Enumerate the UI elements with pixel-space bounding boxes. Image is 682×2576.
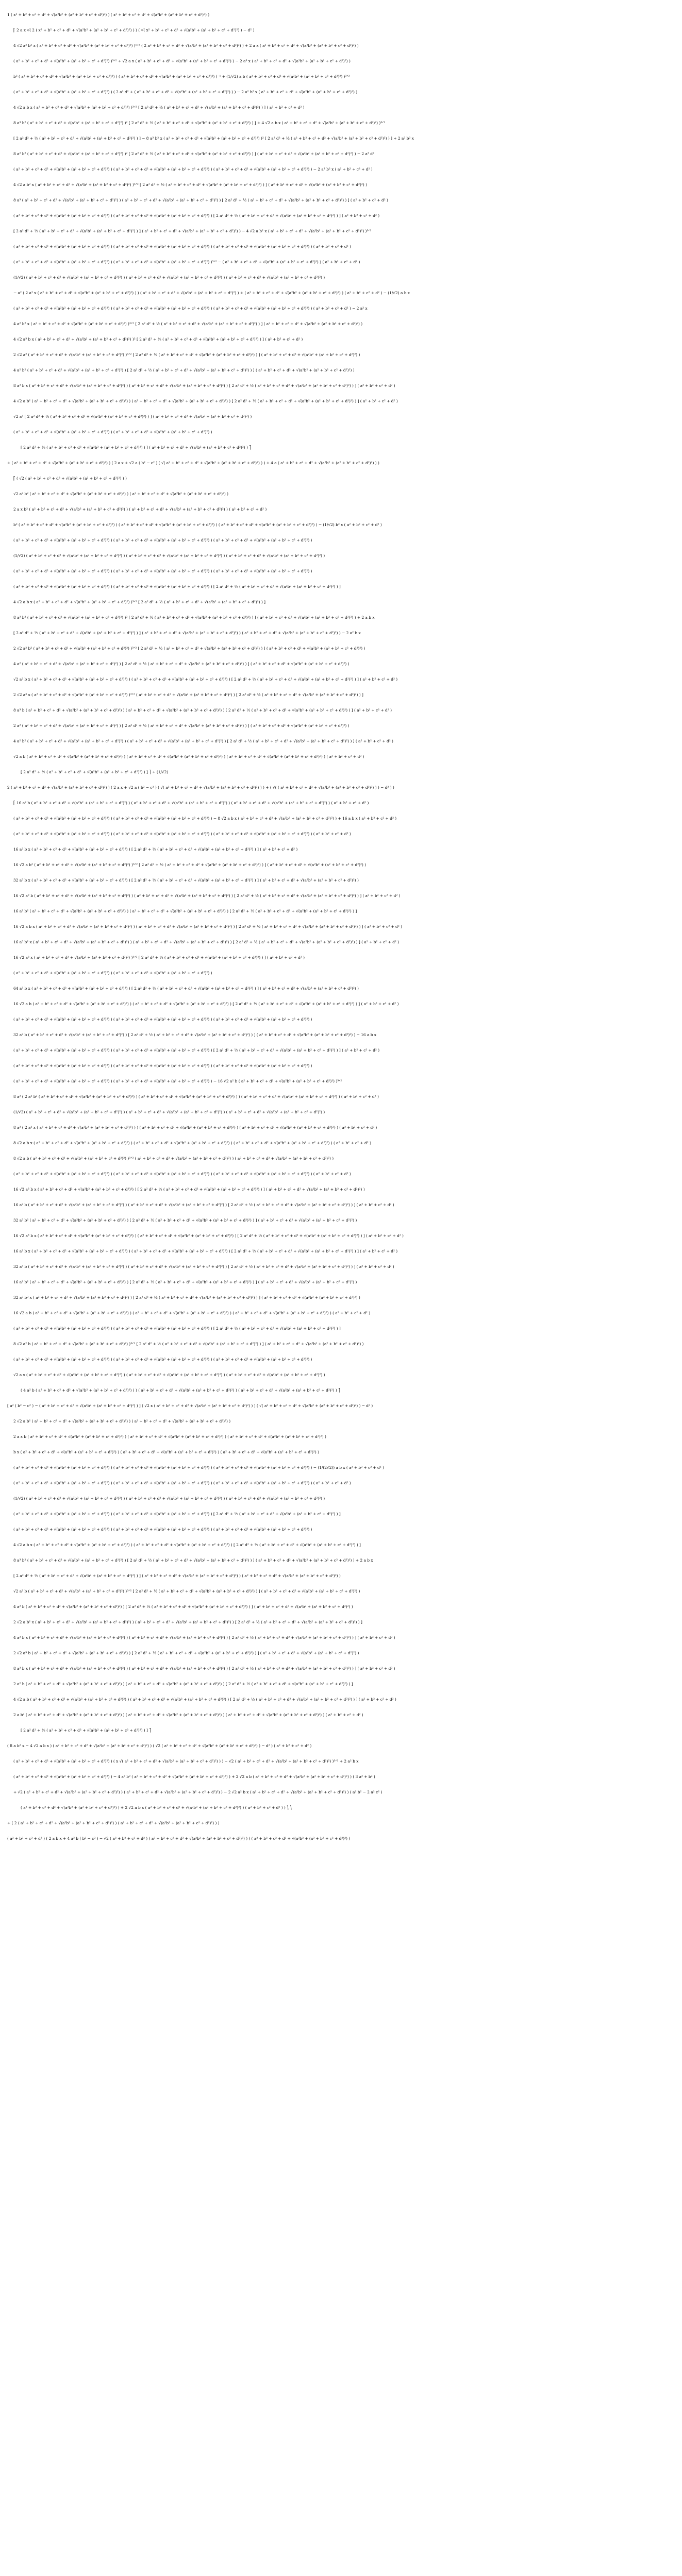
formula-line: 8 a³ b x ( a² + b² + c² + d² + √(a²b² + (a² + b² + c² + d²)²) ) ( a² + b² + c² + d² + √(a²b² + (a² + b² + c² + d²)²) ) [ 2 a² d² + ½ ( a² + b² + c² + d² + √(a²b² + (a² + b² + c² + d²)²) ) ] ( a² + b² + c² + d² ) [13,1666,395,1671]
formula-line: ( a² + b² + c² + d² + √(a²b² + (a² + b² + c² + d²)²) ) ( a² + b² + c² + d² + √(a²b² + (a² + b² + c² + d²)²) ) ( a² + b² + c² + d² + √(a²b² + (a² + b² + c² + d²)²) ) ( a² + b² + c² + d² ) − 2 a² x [13,306,368,311]
formula-line: ( a² + b² + c² + d² + √(a²b² + (a² + b² + c² + d²)²) ) ( a² + b² + c² + d² + √(a²b² + (a² + b² + c² + d²)²) ) [ 2 a² d² + ½ ( a² + b² + c² + d² + √(a²b² + (a² + b² + c² + d²)²) ) ] ( a² + b² + c² + d² ) [13,1048,380,1053]
formula-line: 4 √2 a b² ( a² + b² + c² + d² + √(a²b² + (a² + b² + c² + d²)²) ) ( a² + b² + c² + d² + √(a²b² + (a² + b² + c² + d²)²) ) [ 2 a² d² + ½ ( a² + b² + c² + d² + √(a²b² + (a² + b² + c² + d²)²) ) ] ( a² + b² + c² + d² ) [13,399,398,403]
formula-line: 4 a² b ( a² + b² + c² + d² + √(a²b² + (a² + b² + c² + d²)²) ) [ 2 a² d² + ½ ( a² + b² + c² + d² + √(a²b² + (a² + b² + c² + d²)²) ) ] ( a² + b² + c² + d² + √(a²b² + (a² + b² + c² + d²)²) ) [13,1604,353,1609]
formula-line: ( a² + b² + c² + d² + √(a²b² + (a² + b² + c² + d²)²) ) ( a² + b² + c² + d² + √(a²b² + (a² + b² + c² + d²)²) ) ( a² + b² + c² + d² + √(a²b² + (a² + b² + c² + d²)²) ) ( a² + b² + c² + d² ) [13,832,351,836]
formula-line: 8 √2 a b ( a² + b² + c² + d² + √(a²b² + (a² + b² + c² + d²)²) )³ᐟ² ( a² + b² + c² + d² + √(a²b² + (a² + b² + c² + d²)²) ) ( a² + b² + c² + d² + √(a²b² + (a² + b² + c² + d²)²) ) [13,1156,334,1161]
formula-line: ( a² + b² + c² + d² + √(a²b² + (a² + b² + c² + d²)²) ) ( x √( a² + b² + c² + d² + √(a²b² + (a² + b² + c² + d²)²) ) ) − √2 ( a² + b² + c² + d² + √(a²b² + (a² + b² + c² + d²)²) )³ᐟ² + 2 a² b x [13,1759,359,1764]
formula-line: ⎡ 2 a x √( 2 ( x² + b² + c² + d² + √(a²b² + (a² + b² + c² + d²)²) ) ) ( √( x² + b² + c² + d² + √(a²b² + (a² + b² + c² + d²)²) ) − d² ) [13,28,255,32]
formula-line: ( a² + b² + c² + d² + √(a²b² + (a² + b² + c² + d²)²) ) ( a² + b² + c² + d² + √(a²b² + (a² + b² + c² + d²)²) ) ( a² + b² + c² + d² + √(a²b² + (a² + b² + c² + d²)²) ) [13,1357,312,1362]
formula-line: 32 a³ b x ( a² + b² + c² + d² + √(a²b² + (a² + b² + c² + d²)²) ) [ 2 a² d² + ½ ( a² + b² + c² + d² + √(a²b² + (a² + b² + c² + d²)²) ) ] ( a² + b² + c² + d² + √(a²b² + (a² + b² + c² + d²)²) ) [13,878,359,883]
formula-lines [7,7,672,1846]
formula-line: + ( 2 ( a² + b² + c² + d² + √(a²b² + (a² + b² + c² + d²)²) ) ( a² + b² + c² + d² + √(a²b² + (a² + b² + c² + d²)²) ) ) [7,1821,220,1825]
formula-line: [ 2 a² d² + ½ ( a² + b² + c² + d² + √(a²b² + (a² + b² + c² + d²)²) ) ] ⎤ [21,1728,151,1733]
formula-line: ( a² + b² + c² + d² + √(a²b² + (a² + b² + c² + d²)²) ) ( a² + b² + c² + d² + √(a²b² + (a² + b² + c² + d²)²) ) [ 2 a² d² + ½ ( a² + b² + c² + d² + √(a²b² + (a² + b² + c² + d²)²) ) ] [13,1326,341,1331]
formula-line: ⎡ 16 a² b ( a² + b² + c² + d² + √(a²b² + (a² + b² + c² + d²)²) ) ( a² + b² + c² + d² + √(a²b² + (a² + b² + c² + d²)²) ) ( a² + b² + c² + d² + √(a²b² + (a² + b² + c² + d²)²) ) ( a² + b² + c² + d² ) [13,801,369,805]
formula-line: 16 a³ b² x ( a² + b² + c² + d² + √(a²b² + (a² + b² + c² + d²)²) ) ( a² + b² + c² + d² + √(a²b² + (a² + b² + c² + d²)²) ) [ 2 a² d² + ½ ( a² + b² + c² + d² + √(a²b² + (a² + b² + c² + d²)²) ) ] ( a² + b² + c² + d² ) [13,940,400,944]
formula-line: 2 √2 a b² ( a² + b² + c² + d² + √(a²b² + (a² + b² + c² + d²)²) ) ( a² + b² + c² + d² + √(a²b² + (a² + b² + c² + d²)²) ) [13,1419,231,1423]
formula-line: √2 a³ [ 2 a² d² + ½ ( a² + b² + c² + d² + √(a²b² + (a² + b² + c² + d²)²) ) ] ( a² + b² + c² + d² + √(a²b² + (a² + b² + c² + d²)²) ) [13,414,252,419]
formula-line: 2 √2 a b² x ( a² + b² + c² + d² + √(a²b² + (a² + b² + c² + d²)²) ) ( a² + b² + c² + d² + √(a²b² + (a² + b² + c² + d²)²) ) [ 2 a² d² + ½ ( a² + b² + c² + d² + √(a²b² + (a² + b² + c² + d²)²) ) ] [13,1620,362,1624]
formula-line: √2 a x ( a² + b² + c² + d² + √(a²b² + (a² + b² + c² + d²)²) ) ( a² + b² + c² + d² + √(a²b² + (a² + b² + c² + d²)²) ) ( a² + b² + c² + d² + √(a²b² + (a² + b² + c² + d²)²) ) [13,1372,325,1377]
formula-line: ( a² + b² + c² + d² + √(a²b² + (a² + b² + c² + d²)²) ) ( a² + b² + c² + d² + √(a²b² + (a² + b² + c² + d²)²) ) ( a² + b² + c² + d² + √(a²b² + (a² + b² + c² + d²)²) ) − (1/(2√2)) a b x ( a² + b² + c² + d² ) [13,1465,384,1470]
formula-line: (1/√2) ( a² + b² + c² + d² + √(a²b² + (a² + b² + c² + d²)²) ) ( a² + b² + c² + d² + √(a²b² + (a² + b² + c² + d²)²) ) ( a² + b² + c² + d² + √(a²b² + (a² + b² + c² + d²)²) ) [13,1496,325,1501]
formula-line: ( a² + b² + c² + d² + √(a²b² + (a² + b² + c² + d²)²) ) ( a² + b² + c² + d² + √(a²b² + (a² + b² + c² + d²)²) ) ( a² + b² + c² + d² + √(a²b² + (a² + b² + c² + d²)²) ) [13,1063,312,1068]
formula-line: 2 a² ( a² + b² + c² + d² + √(a²b² + (a² + b² + c² + d²)²) ) [ 2 a² d² + ½ ( a² + b² + c² + d² + √(a²b² + (a² + b² + c² + d²)²) ) ] ( a² + b² + c² + d² + √(a²b² + (a² + b² + c² + d²)²) ) [13,723,350,728]
formula-line: 2 a² b ( a² + b² + c² + d² + √(a²b² + (a² + b² + c² + d²)²) ) ( a² + b² + c² + d² + √(a²b² + (a² + b² + c² + d²)²) ) [ 2 a² d² + ½ ( a² + b² + c² + d² + √(a²b² + (a² + b² + c² + d²)²) ) ] [13,1682,353,1686]
formula-line: ( a² + b² + c² + d² + √(a²b² + (a² + b² + c² + d²)²) )³ᐟ² + √2 a x ( a² + b² + c² + d² + √(a²b² + (a² + b² + c² + d²)²) ) − 2 a³ x ( a² + b² + c² + d² + √(a²b² + (a² + b² + c² + d²)²) ) [13,59,351,63]
formula-line: 32 a² b ( a² + b² + c² + d² + √(a²b² + (a² + b² + c² + d²)²) ) [ 2 a² d² + ½ ( a² + b² + c² + d² + √(a²b² + (a² + b² + c² + d²)²) ) ] ( a² + b² + c² + d² + √(a²b² + (a² + b² + c² + d²)²) ) − 16 a b x [13,1032,376,1037]
formula-line: 8 a³ b² ( a² + b² + c² + d² + √(a²b² + (a² + b² + c² + d²)²) )² [ 2 a² d² + ½ ( a² + b² + c² + d² + √(a²b² + (a² + b² + c² + d²)²) ) ] ( a² + b² + c² + d² + √(a²b² + (a² + b² + c² + d²)²) ) + 2 a b x [13,615,375,620]
formula-line: ( a² + b² + c² + d² + √(a²b² + (a² + b² + c² + d²)²) ) ( a² + b² + c² + d² + √(a²b² + (a² + b² + c² + d²)²) ) [ 2 a² d² + ½ ( a² + b² + c² + d² + √(a²b² + (a² + b² + c² + d²)²) ) ] [13,584,341,589]
formula-line: [ 2 a² d² + ½ ( a² + b² + c² + d² + √(a²b² + (a² + b² + c² + d²)²) ) ] ( a² + b² + c² + d² + √(a²b² + (a² + b² + c² + d²)²) ) ( a² + b² + c² + d² + √(a²b² + (a² + b² + c² + d²)²) ) − 2 a² b x [13,631,361,635]
formula-line: 16 a² b² ( a² + b² + c² + d² + √(a²b² + (a² + b² + c² + d²)²) ) ( a² + b² + c² + d² + √(a²b² + (a² + b² + c² + d²)²) ) [ 2 a² d² + ½ ( a² + b² + c² + d² + √(a²b² + (a² + b² + c² + d²)²) ) ] [13,909,357,913]
formula-line: ( a² + b² + c² + d² + √(a²b² + (a² + b² + c² + d²)²) ) ( 2 a² d² + ( a² + b² + c² + d² + √(a²b² + (a² + b² + c² + d²)²) ) ) − 2 a² b² x ( a² + b² + c² + d² + √(a²b² + (a² + b² + c² + d²)²) ) [13,90,358,94]
formula-line: 16 √2 a b ( a² + b² + c² + d² + √(a²b² + (a² + b² + c² + d²)²) ) ( a² + b² + c² + d² + √(a²b² + (a² + b² + c² + d²)²) ) ( a² + b² + c² + d² + √(a²b² + (a² + b² + c² + d²)²) ) ( a² + b² + c² + d² ) [13,1311,371,1315]
formula-line: 8 a³ ( a² + b² + c² + d² + √(a²b² + (a² + b² + c² + d²)²) ) ( a² + b² + c² + d² + √(a²b² + (a² + b² + c² + d²)²) ) [ 2 a² d² + ½ ( a² + b² + c² + d² + √(a²b² + (a² + b² + c² + d²)²) ) ] ( a² + b² + c² + d² ) [13,198,388,202]
formula-line: ( a² + b² + c² + d² + √(a²b² + (a² + b² + c² + d²)²) ) ( a² + b² + c² + d² + √(a²b² + (a² + b² + c² + d²)²) ) ( a² + b² + c² + d² + √(a²b² + (a² + b² + c² + d²)²) ) − 2 a³ b² x ( a² + b² + c² + d² ) [13,167,373,172]
formula-line: 4 √2 a b² x ( a² + b² + c² + d² + √(a²b² + (a² + b² + c² + d²)²) )³ᐟ² [ 2 a² d² + ½ ( a² + b² + c² + d² + √(a²b² + (a² + b² + c² + d²)²) ) ] ( a² + b² + c² + d² + √(a²b² + (a² + b² + c² + d²)²) ) [13,182,367,187]
formula-line: + ( a² + b² + c² + d² + √(a²b² + (a² + b² + c² + d²)²) ) ( 2 a x + √2 a ( b² − c² ) ( √( a² + b² + c² + d² + √(a²b² + (a² + b² + c² + d²)²) ) ) + 4 a ( a² + b² + c² + d² + √(a²b² + (a² + b² + c² + d²)²) ) ) [7,461,379,465]
formula-line: 8 a³ b² ( a² + b² + c² + d² + √(a²b² + (a² + b² + c² + d²)²) ) [ 2 a² d² + ½ ( a² + b² + c² + d² + √(a²b² + (a² + b² + c² + d²)²) ) ] ( a² + b² + c² + d² + √(a²b² + (a² + b² + c² + d²)²) ) + 2 a b x [13,1558,373,1563]
formula-line: 8 a³ b² ( a² + b² + c² + d² + √(a²b² + (a² + b² + c² + d²)²) )² [ 2 a² d² + ½ ( a² + b² + c² + d² + √(a²b² + (a² + b² + c² + d²)²) ) ] + 4 √2 a b x ( a² + b² + c² + d² + √(a²b² + (a² + b² + c² + d²)²) )³ᐟ² [13,121,386,125]
formula-line: − a² ( 2 a² x ( a² + b² + c² + d² + √(a²b² + (a² + b² + c² + d²)²) ) ) ( a² + b² + c² + d² + √(a²b² + (a² + b² + c² + d²)²) ) + ( a² + b² + c² + d² + √(a²b² + (a² + b² + c² + d²)²) ) ( a² + b² + c² + d² ) − (1/√2) a b x [13,291,410,295]
formula-line: ( a² + b² + c² + d² + √(a²b² + (a² + b² + c² + d²)²) ) ( a² + b² + c² + d² + √(a²b² + (a² + b² + c² + d²)²) ) [ 2 a² d² + ½ ( a² + b² + c² + d² + √(a²b² + (a² + b² + c² + d²)²) ) ] [13,1512,341,1516]
formula-line: b² ( a² + b² + c² + d² + √(a²b² + (a² + b² + c² + d²)²) ) ( a² + b² + c² + d² + √(a²b² + (a² + b² + c² + d²)²) )⁻¹ + (1/√2) a b ( a² + b² + c² + d² + √(a²b² + (a² + b² + c² + d²)²) )³ᐟ² [13,74,350,79]
formula-line: √2 a b ( a² + b² + c² + d² + √(a²b² + (a² + b² + c² + d²)²) ) ( a² + b² + c² + d² + √(a²b² + (a² + b² + c² + d²)²) ) ( a² + b² + c² + d² + √(a²b² + (a² + b² + c² + d²)²) ) ( a² + b² + c² + d² ) [13,754,364,759]
formula-line: ( a² + b² + c² + d² + √(a²b² + (a² + b² + c² + d²)²) ) ( a² + b² + c² + d² + √(a²b² + (a² + b² + c² + d²)²) ) ( a² + b² + c² + d² + √(a²b² + (a² + b² + c² + d²)²) ) [13,538,312,543]
formula-line: 4 √2 a b x ( a² + b² + c² + d² + √(a²b² + (a² + b² + c² + d²)²) ) ( a² + b² + c² + d² + √(a²b² + (a² + b² + c² + d²)²) ) [ 2 a² d² + ½ ( a² + b² + c² + d² + √(a²b² + (a² + b² + c² + d²)²) ) ] [13,1543,361,1547]
formula-line: b x ( a² + b² + c² + d² + √(a²b² + (a² + b² + c² + d²)²) ) ( a² + b² + c² + d² + √(a²b² + (a² + b² + c² + d²)²) ) ( a² + b² + c² + d² + √(a²b² + (a² + b² + c² + d²)²) ) [13,1450,320,1454]
formula-line: [ 2 a² d² + ½ ( a² + b² + c² + d² + √(a²b² + (a² + b² + c² + d²)²) ) ] − 8 a³ b² x ( a² + b² + c² + d² + √(a²b² + (a² + b² + c² + d²)²) )² [ 2 a² d² + ½ ( a² + b² + c² + d² + √(a²b² + (a² + b² + c² + d²)²) ) ] + 2 a² b² x [13,136,414,141]
formula-line: [ a² ( b² − c² ) − ( a² + b² + c² + d² + √(a²b² + (a² + b² + c² + d²)²) ) ] ( √2 x ( a² + b² + c² + d² + √(a²b² + (a² + b² + c² + d²)²) ) ) ( √( a² + b² + c² + d² + √(a²b² + (a² + b² + c² + d²)²) ) − d² ) [7,1403,373,1408]
formula-line: 2 √2 a² b² ( a² + b² + c² + d² + √(a²b² + (a² + b² + c² + d²)²) )³ᐟ² [ 2 a² d² + ½ ( a² + b² + c² + d² + √(a²b² + (a² + b² + c² + d²)²) ) ] ( a² + b² + c² + d² + √(a²b² + (a² + b² + c² + d²)²) ) [13,646,365,651]
formula-line: 2 √2 a² ( a² + b² + c² + d² + √(a²b² + (a² + b² + c² + d²)²) )³ᐟ² [ 2 a² d² + ½ ( a² + b² + c² + d² + √(a²b² + (a² + b² + c² + d²)²) ) ] ( a² + b² + c² + d² + √(a²b² + (a² + b² + c² + d²)²) ) [13,352,360,357]
formula-line: [ 2 a² d² + ½ ( a² + b² + c² + d² + √(a²b² + (a² + b² + c² + d²)²) ) ] ( a² + b² + c² + d² + √(a²b² + (a² + b² + c² + d²)²) ) ( a² + b² + c² + d² + √(a²b² + (a² + b² + c² + d²)²) ) [13,1573,341,1578]
formula-line: ( a² + b² + c² + d² + √(a²b² + (a² + b² + c² + d²)²) ) + 2 √2 a b x ( a² + b² + c² + d² + √(a²b² + (a² + b² + c² + d²)²) ) ( a² + b² + c² + d² ) ) ⎞ ⎞ [21,1805,292,1810]
formula-line: 16 √2 a² b ( a² + b² + c² + d² + √(a²b² + (a² + b² + c² + d²)²) ) ( a² + b² + c² + d² + √(a²b² + (a² + b² + c² + d²)²) ) [ 2 a² d² + ½ ( a² + b² + c² + d² + √(a²b² + (a² + b² + c² + d²)²) ) ] ( a² + b² + c² + d² ) [13,893,401,898]
formula-line: (1/√2) ( a² + b² + c² + d² + √(a²b² + (a² + b² + c² + d²)²) ) ( a² + b² + c² + d² + √(a²b² + (a² + b² + c² + d²)²) ) ( a² + b² + c² + d² + √(a²b² + (a² + b² + c² + d²)²) ) [13,553,325,558]
formula-line: 4 a² b² ( a² + b² + c² + d² + √(a²b² + (a² + b² + c² + d²)²) ) ( a² + b² + c² + d² + √(a²b² + (a² + b² + c² + d²)²) ) [ 2 a² d² + ½ ( a² + b² + c² + d² + √(a²b² + (a² + b² + c² + d²)²) ) ] ( a² + b² + c² + d² ) [13,739,393,743]
formula-line: ( a² + b² + c² + d² + √(a²b² + (a² + b² + c² + d²)²) ) ( a² + b² + c² + d² + √(a²b² + (a² + b² + c² + d²)²) ) [13,971,212,975]
formula-line: 4 a² ( a² + b² + c² + d² + √(a²b² + (a² + b² + c² + d²)²) ) [ 2 a² d² + ½ ( a² + b² + c² + d² + √(a²b² + (a² + b² + c² + d²)²) ) ] ( a² + b² + c² + d² + √(a²b² + (a² + b² + c² + d²)²) ) [13,662,350,666]
formula-line: 16 a² b² ( a² + b² + c² + d² + √(a²b² + (a² + b² + c² + d²)²) ) [ 2 a² d² + ½ ( a² + b² + c² + d² + √(a²b² + (a² + b² + c² + d²)²) ) ] ( a² + b² + c² + d² + √(a²b² + (a² + b² + c² + d²)²) ) [13,1280,357,1284]
formula-line: 16 √2 a b ( a² + b² + c² + d² + √(a²b² + (a² + b² + c² + d²)²) ) ( a² + b² + c² + d² + √(a²b² + (a² + b² + c² + d²)²) ) [ 2 a² d² + ½ ( a² + b² + c² + d² + √(a²b² + (a² + b² + c² + d²)²) ) ] ( a² + b² + c² + d² ) [13,1002,399,1006]
formula-line: 16 √2 a² b x ( a² + b² + c² + d² + √(a²b² + (a² + b² + c² + d²)²) ) [ 2 a² d² + ½ ( a² + b² + c² + d² + √(a²b² + (a² + b² + c² + d²)²) ) ] ( a² + b² + c² + d² + √(a²b² + (a² + b² + c² + d²)²) ) [13,1187,365,1192]
formula-line: ( a² + b² + c² + d² ) ( 2 a b x + 4 a³ b ( b² − c² ) − √2 ( a² + b² + c² + d² ) ( a² + b² + c² + d² + √(a²b² + (a² + b² + c² + d²)²) ) ) ( a² + b² + c² + d² + √(a²b² + (a² + b² + c² + d²)²) ) [7,1836,351,1841]
formula-line: 8 √2 a b x ( a² + b² + c² + d² + √(a²b² + (a² + b² + c² + d²)²) ) ( a² + b² + c² + d² + √(a²b² + (a² + b² + c² + d²)²) ) ( a² + b² + c² + d² + √(a²b² + (a² + b² + c² + d²)²) ) ( a² + b² + c² + d² ) [13,1141,371,1145]
formula-line: 2 a x b ( a² + b² + c² + d² + √(a²b² + (a² + b² + c² + d²)²) ) ( a² + b² + c² + d² + √(a²b² + (a² + b² + c² + d²)²) ) ( a² + b² + c² + d² + √(a²b² + (a² + b² + c² + d²)²) ) [13,1434,326,1439]
formula-line: 4 √2 a³ b x ( a² + b² + c² + d² + √(a²b² + (a² + b² + c² + d²)²) )² [ 2 a² d² + ½ ( a² + b² + c² + d² + √(a²b² + (a² + b² + c² + d²)²) ) ] ( a² + b² + c² + d² ) [13,337,303,342]
formula-line: ( 4 a² b ( a² + b² + c² + d² + √(a²b² + (a² + b² + c² + d²)²) ) ) ( a² + b² + c² + d² + √(a²b² + (a² + b² + c² + d²)²) ) ( a² + b² + c² + d² + √(a²b² + (a² + b² + c² + d²)²) ) ⎤ [21,1388,340,1393]
formula-line: (1/√2) ( a² + b² + c² + d² + √(a²b² + (a² + b² + c² + d²)²) ) ( a² + b² + c² + d² + √(a²b² + (a² + b² + c² + d²)²) ) ( a² + b² + c² + d² + √(a²b² + (a² + b² + c² + d²)²) ) [13,275,325,280]
formula-line: ( a² + b² + c² + d² + √(a²b² + (a² + b² + c² + d²)²) ) ( a² + b² + c² + d² + √(a²b² + (a² + b² + c² + d²)²) ) − 16 √2 a² b ( a² + b² + c² + d² + √(a²b² + (a² + b² + c² + d²)²) )³ᐟ² [13,1079,342,1083]
formula-line: ⎡ ( √2 ( a² + b² + c² + d² + √(a²b² + (a² + b² + c² + d²)²) ) ) [13,476,127,481]
formula-line: ( a² + b² + c² + d² + √(a²b² + (a² + b² + c² + d²)²) ) ( a² + b² + c² + d² + √(a²b² + (a² + b² + c² + d²)²) ) ( a² + b² + c² + d² + √(a²b² + (a² + b² + c² + d²)²) ) [13,1527,312,1532]
formula-line: 16 √2 a² x ( a² + b² + c² + d² + √(a²b² + (a² + b² + c² + d²)²) )³ᐟ² [ 2 a² d² + ½ ( a² + b² + c² + d² + √(a²b² + (a² + b² + c² + d²)²) ) ] ( a² + b² + c² + d² ) [13,955,305,960]
formula-line: 16 √2 a³ b x ( a² + b² + c² + d² + √(a²b² + (a² + b² + c² + d²)²) ) ( a² + b² + c² + d² + √(a²b² + (a² + b² + c² + d²)²) ) [ 2 a² d² + ½ ( a² + b² + c² + d² + √(a²b² + (a² + b² + c² + d²)²) ) ] ( a² + b² + c² + d² ) [13,1233,404,1238]
formula-line: 1 ( x² + b² + c² + d² + √(a²b² + (a² + b² + c² + d²)²) ) ( x² + b² + c² + d² + √(a²b² + (a² + b² + c² + d²)²) ) [7,12,210,17]
formula-line: 16 √2 a b x ( a² + b² + c² + d² + √(a²b² + (a² + b² + c² + d²)²) ) ( a² + b² + c² + d² + √(a²b² + (a² + b² + c² + d²)²) ) [ 2 a² d² + ½ ( a² + b² + c² + d² + √(a²b² + (a² + b² + c² + d²)²) ) ] ( a² + b² + c² + d² ) [13,924,402,929]
formula-line: ( a² + b² + c² + d² + √(a²b² + (a² + b² + c² + d²)²) ) − 4 a² b² ( a² + b² + c² + d² + √(a²b² + (a² + b² + c² + d²)²) ) + 2 √2 a b ( a² + b² + c² + d² + √(a²b² + (a² + b² + c² + d²)²) ) ( 3 a² + b² ) [13,1774,375,1779]
formula-line: ( a² + b² + c² + d² + √(a²b² + (a² + b² + c² + d²)²) ) ( a² + b² + c² + d² + √(a²b² + (a² + b² + c² + d²)²) ) [ 2 a² d² + ½ ( a² + b² + c² + d² + √(a²b² + (a² + b² + c² + d²)²) ) ] ( a² + b² + c² + d² ) [13,213,380,218]
formula-line: ( a² + b² + c² + d² + √(a²b² + (a² + b² + c² + d²)²) ) ( a² + b² + c² + d² + √(a²b² + (a² + b² + c² + d²)²) )³ᐟ² − ( a² + b² + c² + d² + √(a²b² + (a² + b² + c² + d²)²) ) ( a² + b² + c² + d² ) [13,260,360,264]
formula-line: 32 a² b² x ( a² + b² + c² + d² + √(a²b² + (a² + b² + c² + d²)²) ) [ 2 a² d² + ½ ( a² + b² + c² + d² + √(a²b² + (a² + b² + c² + d²)²) ) ] ( a² + b² + c² + d² + √(a²b² + (a² + b² + c² + d²)²) ) [13,1295,360,1300]
formula-line: 16 √2 a b² ( a² + b² + c² + d² + √(a²b² + (a² + b² + c² + d²)²) )³ᐟ² [ 2 a² d² + ½ ( a² + b² + c² + d² + √(a²b² + (a² + b² + c² + d²)²) ) ] ( a² + b² + c² + d² + √(a²b² + (a² + b² + c² + d²)²) ) [13,862,367,867]
formula-line: 4 a² b² ( a² + b² + c² + d² + √(a²b² + (a² + b² + c² + d²)²) ) [ 2 a² d² + ½ ( a² + b² + c² + d² + √(a²b² + (a² + b² + c² + d²)²) ) ] ( a² + b² + c² + d² + √(a²b² + (a² + b² + c² + d²)²) ) [13,368,355,372]
formula-line: 2 √2 a³ x ( a² + b² + c² + d² + √(a²b² + (a² + b² + c² + d²)²) )³ᐟ² ( a² + b² + c² + d² + √(a²b² + (a² + b² + c² + d²)²) ) [ 2 a² d² + ½ ( a² + b² + c² + d² + √(a²b² + (a² + b² + c² + d²)²) ) ] [13,692,363,697]
formula-line: ( a² + b² + c² + d² + √(a²b² + (a² + b² + c² + d²)²) ) ( a² + b² + c² + d² + √(a²b² + (a² + b² + c² + d²)²) ) ( a² + b² + c² + d² + √(a²b² + (a² + b² + c² + d²)²) ) ( a² + b² + c² + d² ) [13,1481,351,1485]
formula-line: [ 2 a² d² + ½ ( a² + b² + c² + d² + √(a²b² + (a² + b² + c² + d²)²) ) ] ( a² + b² + c² + d² + √(a²b² + (a² + b² + c² + d²)²) ) − 4 √2 a b² x ( a² + b² + c² + d² + √(a²b² + (a² + b² + c² + d²)²) )³ᐟ² [13,229,372,233]
formula-line: 16 a² b ( a² + b² + c² + d² + √(a²b² + (a² + b² + c² + d²)²) ) ( a² + b² + c² + d² + √(a²b² + (a² + b² + c² + d²)²) ) [ 2 a² d² + ½ ( a² + b² + c² + d² + √(a²b² + (a² + b² + c² + d²)²) ) ] ( a² + b² + c² + d² ) [13,1202,394,1207]
formula-line: 2 √2 a³ b ( a² + b² + c² + d² + √(a²b² + (a² + b² + c² + d²)²) ) [ 2 a² d² + ½ ( a² + b² + c² + d² + √(a²b² + (a² + b² + c² + d²)²) ) ] ( a² + b² + c² + d² + √(a²b² + (a² + b² + c² + d²)²) ) [13,1651,359,1655]
formula-line: 2 a b² ( a² + b² + c² + d² + √(a²b² + (a² + b² + c² + d²)²) ) ( a² + b² + c² + d² + √(a²b² + (a² + b² + c² + d²)²) ) ( a² + b² + c² + d² + √(a²b² + (a² + b² + c² + d²)²) ) ( a² + b² + c² + d² ) [13,1713,363,1717]
formula-line: √2 a² b x ( a² + b² + c² + d² + √(a²b² + (a² + b² + c² + d²)²) ) ( a² + b² + c² + d² + √(a²b² + (a² + b² + c² + d²)²) ) [ 2 a² d² + ½ ( a² + b² + c² + d² + √(a²b² + (a² + b² + c² + d²)²) ) ] ( a² + b² + c² + d² ) [13,677,398,682]
formula-line: 8 a² ( 2 a² b² ( a² + b² + c² + d² + √(a²b² + (a² + b² + c² + d²)²) ) ( a² + b² + c² + d² + √(a²b² + (a² + b² + c² + d²)²) ) ) ( a² + b² + c² + d² + √(a²b² + (a² + b² + c² + d²)²) ) ( a² + b² + c² + d² ) [13,1094,379,1099]
formula-line: ( a² + b² + c² + d² + √(a²b² + (a² + b² + c² + d²)²) ) ( a² + b² + c² + d² + √(a²b² + (a² + b² + c² + d²)²) ) ( a² + b² + c² + d² + √(a²b² + (a² + b² + c² + d²)²) ) ( a² + b² + c² + d² ) [13,244,351,249]
formula-line: 8 √2 a² b ( a² + b² + c² + d² + √(a²b² + (a² + b² + c² + d²)²) )³ᐟ² [ 2 a² d² + ½ ( a² + b² + c² + d² + √(a²b² + (a² + b² + c² + d²)²) ) ] ( a² + b² + c² + d² + √(a²b² + (a² + b² + c² + d²)²) ) [13,1342,364,1346]
formula-line: ( a² + b² + c² + d² + √(a²b² + (a² + b² + c² + d²)²) ) ( a² + b² + c² + d² + √(a²b² + (a² + b² + c² + d²)²) ) ( a² + b² + c² + d² + √(a²b² + (a² + b² + c² + d²)²) ) [13,569,312,573]
formula-line: ( a² + b² + c² + d² + √(a²b² + (a² + b² + c² + d²)²) ) ( a² + b² + c² + d² + √(a²b² + (a² + b² + c² + d²)²) ) ( a² + b² + c² + d² + √(a²b² + (a² + b² + c² + d²)²) ) [13,1017,312,1022]
formula-line: [ 2 a² d² + ½ ( a² + b² + c² + d² + √(a²b² + (a² + b² + c² + d²)²) ) ] ⎤ + (1/√2) [21,770,169,774]
formula-line: 4 √2 a b x ( a² + b² + c² + d² + √(a²b² + (a² + b² + c² + d²)²) )³ᐟ² [ 2 a² d² + ½ ( a² + b² + c² + d² + √(a²b² + (a² + b² + c² + d²)²) ) ] [13,600,266,604]
formula-line: 64 a³ b x ( a² + b² + c² + d² + √(a²b² + (a² + b² + c² + d²)²) ) [ 2 a² d² + ½ ( a² + b² + c² + d² + √(a²b² + (a² + b² + c² + d²)²) ) ] ( a² + b² + c² + d² + √(a²b² + (a² + b² + c² + d²)²) ) [13,986,359,991]
formula-line: 4 a² b x ( a² + b² + c² + d² + √(a²b² + (a² + b² + c² + d²)²) ) ( a² + b² + c² + d² + √(a²b² + (a² + b² + c² + d²)²) ) [ 2 a² d² + ½ ( a² + b² + c² + d² + √(a²b² + (a² + b² + c² + d²)²) ) ] ( a² + b² + c² + d² ) [13,1635,395,1640]
formula-line: ( a² + b² + c² + d² + √(a²b² + (a² + b² + c² + d²)²) ) ( a² + b² + c² + d² + √(a²b² + (a² + b² + c² + d²)²) ) ( a² + b² + c² + d² + √(a²b² + (a² + b² + c² + d²)²) ) ( a² + b² + c² + d² ) [13,1172,351,1176]
formula-line: ( 8 a b² x − 4 √2 a b x ) ( a² + b² + c² + d² + √(a²b² + (a² + b² + c² + d²)²) ) ( √2 ( a² + b² + c² + d² + √(a²b² + (a² + b² + c² + d²)²) ) − d² ) ( a² + b² + c² + d² ) [7,1743,312,1748]
formula-line: (1/√2) ( a² + b² + c² + d² + √(a²b² + (a² + b² + c² + d²)²) ) ( a² + b² + c² + d² + √(a²b² + (a² + b² + c² + d²)²) ) ( a² + b² + c² + d² + √(a²b² + (a² + b² + c² + d²)²) ) [13,1110,325,1114]
formula-line: 4 a² b² x ( a² + b² + c² + d² + √(a²b² + (a² + b² + c² + d²)²) )³ᐟ² [ 2 a² d² + ½ ( a² + b² + c² + d² + √(a²b² + (a² + b² + c² + d²)²) ) ] ( a² + b² + c² + d² + √(a²b² + (a² + b² + c² + d²)²) ) [13,321,363,326]
formula-line: ( a² + b² + c² + d² + √(a²b² + (a² + b² + c² + d²)²) ) ( a² + b² + c² + d² + √(a²b² + (a² + b² + c² + d²)²) ) [13,430,212,434]
formula-line: [ 2 a² d² + ½ ( a² + b² + c² + d² + √(a²b² + (a² + b² + c² + d²)²) ) ] ( a² + b² + c² + d² + √(a²b² + (a² + b² + c² + d²)²) ) ⎤ [21,445,251,450]
formula-line: 2 ( a² + b² + c² + d² + √(a²b² + (a² + b² + c² + d²)²) ) ( 2 a x + √2 a ( b² − c² ) ( √( a² + b² + c² + d² + √(a²b² + (a² + b² + c² + d²)²) ) ) + ( √( ( a² + b² + c² + d² + √(a²b² + (a² + b² + c² + d²)²) ) ) − d² ) ) [7,785,394,790]
formula-line: 16 a² b x ( a² + b² + c² + d² + √(a²b² + (a² + b² + c² + d²)²) ) ( a² + b² + c² + d² + √(a²b² + (a² + b² + c² + d²)²) ) [ 2 a² d² + ½ ( a² + b² + c² + d² + √(a²b² + (a² + b² + c² + d²)²) ) ] ( a² + b² + c² + d² ) [13,1249,398,1253]
formula-line: 16 a² b x ( a² + b² + c² + d² + √(a²b² + (a² + b² + c² + d²)²) ) [ 2 a² d² + ½ ( a² + b² + c² + d² + √(a²b² + (a² + b² + c² + d²)²) ) ] ( a² + b² + c² + d² ) [13,847,298,852]
formula-line: ( a² + b² + c² + d² + √(a²b² + (a² + b² + c² + d²)²) ) ( a² + b² + c² + d² + √(a²b² + (a² + b² + c² + d²)²) ) − 8 √2 a b x ( a² + b² + c² + d² + √(a²b² + (a² + b² + c² + d²)²) ) + 16 a b x ( a² + b² + c² + d² ) [13,816,397,821]
formula-line: 4 √2 a b ( a² + b² + c² + d² + √(a²b² + (a² + b² + c² + d²)²) ) ( a² + b² + c² + d² + √(a²b² + (a² + b² + c² + d²)²) ) [ 2 a² d² + ½ ( a² + b² + c² + d² + √(a²b² + (a² + b² + c² + d²)²) ) ] ( a² + b² + c² + d² ) [13,1697,396,1702]
formula-line: 2 a x b² ( a² + b² + c² + d² + √(a²b² + (a² + b² + c² + d²)²) ) ( a² + b² + c² + d² + √(a²b² + (a² + b² + c² + d²)²) ) ( a² + b² + c² + d² ) [13,507,267,512]
formula-line: 8 a² b² ( a² + b² + c² + d² + √(a²b² + (a² + b² + c² + d²)²) )² [ 2 a² d² + ½ ( a² + b² + c² + d² + √(a²b² + (a² + b² + c² + d²)²) ) ] ( a² + b² + c² + d² + √(a²b² + (a² + b² + c² + d²)²) ) − 2 a³ d² [13,151,374,156]
formula-line: 4 √2 a b x ( a² + b² + c² + d² + √(a²b² + (a² + b² + c² + d²)²) )³ᐟ² [ 2 a² d² + ½ ( a² + b² + c² + d² + √(a²b² + (a² + b² + c² + d²)²) ) ] ( a² + b² + c² + d² ) [13,105,305,110]
formula-line: 4 √2 a³ b² x ( a² + b² + c² + d² + √(a²b² + (a² + b² + c² + d²)²) )⁵ᐟ² ( 2 a² + b² + c² + d² + √(a²b² + (a² + b² + c² + d²)²) ) + 2 a x ( a² + b² + c² + d² + √(a²b² + (a² + b² + c² + d²)²) ) [13,43,359,48]
formula-line: 32 a³ b² ( a² + b² + c² + d² + √(a²b² + (a² + b² + c² + d²)²) ) [ 2 a² d² + ½ ( a² + b² + c² + d² + √(a²b² + (a² + b² + c² + d²)²) ) ] ( a² + b² + c² + d² + √(a²b² + (a² + b² + c² + d²)²) ) [13,1218,357,1223]
formula-line: + √2 ( a² + b² + c² + d² + √(a²b² + (a² + b² + c² + d²)²) ) ( a² + b² + c² + d² + √(a²b² + (a² + b² + c² + d²)²) ) − 2 √2 a² b x ( a² + b² + c² + d² + √(a²b² + (a² + b² + c² + d²)²) ) ( a² b² − 2 a² c² ) [13,1790,382,1794]
formula-line: √2 a² b² ( a² + b² + c² + d² + √(a²b² + (a² + b² + c² + d²)²) ) ( a² + b² + c² + d² + √(a²b² + (a² + b² + c² + d²)²) ) [13,492,229,496]
formula-line: b² ( a² + b² + c² + d² + √(a²b² + (a² + b² + c² + d²)²) ) ( a² + b² + c² + d² + √(a²b² + (a² + b² + c² + d²)²) ) ( a² + b² + c² + d² + √(a²b² + (a² + b² + c² + d²)²) ) − (1/√2) b² x ( a² + b² + c² + d² ) [13,522,382,527]
formula-line: 32 a³ b ( a² + b² + c² + d² + √(a²b² + (a² + b² + c² + d²)²) ) ( a² + b² + c² + d² + √(a²b² + (a² + b² + c² + d²)²) ) [ 2 a² d² + ½ ( a² + b² + c² + d² + √(a²b² + (a² + b² + c² + d²)²) ) ] ( a² + b² + c² + d² ) [13,1264,394,1269]
formula-line: 8 a³ b x ( a² + b² + c² + d² + √(a²b² + (a² + b² + c² + d²)²) ) ( a² + b² + c² + d² + √(a²b² + (a² + b² + c² + d²)²) ) [ 2 a² d² + ½ ( a² + b² + c² + d² + √(a²b² + (a² + b² + c² + d²)²) ) ] ( a² + b² + c² + d² ) [13,383,395,388]
formula-line: 8 a² ( 2 a² x ( a² + b² + c² + d² + √(a²b² + (a² + b² + c² + d²)²) ) ) ( a² + b² + c² + d² + √(a²b² + (a² + b² + c² + d²)²) ) ( a² + b² + c² + d² + √(a²b² + (a² + b² + c² + d²)²) ) ( a² + b² + c² + d² ) [13,1125,377,1130]
formula-line: √2 a² b ( a² + b² + c² + d² + √(a²b² + (a² + b² + c² + d²)²) )³ᐟ² [ 2 a² d² + ½ ( a² + b² + c² + d² + √(a²b² + (a² + b² + c² + d²)²) ) ] ( a² + b² + c² + d² + √(a²b² + (a² + b² + c² + d²)²) ) [13,1589,360,1594]
formula-line: 8 a³ b ( a² + b² + c² + d² + √(a²b² + (a² + b² + c² + d²)²) ) ( a² + b² + c² + d² + √(a²b² + (a² + b² + c² + d²)²) ) [ 2 a² d² + ½ ( a² + b² + c² + d² + √(a²b² + (a² + b² + c² + d²)²) ) ] ( a² + b² + c² + d² ) [13,708,392,713]
